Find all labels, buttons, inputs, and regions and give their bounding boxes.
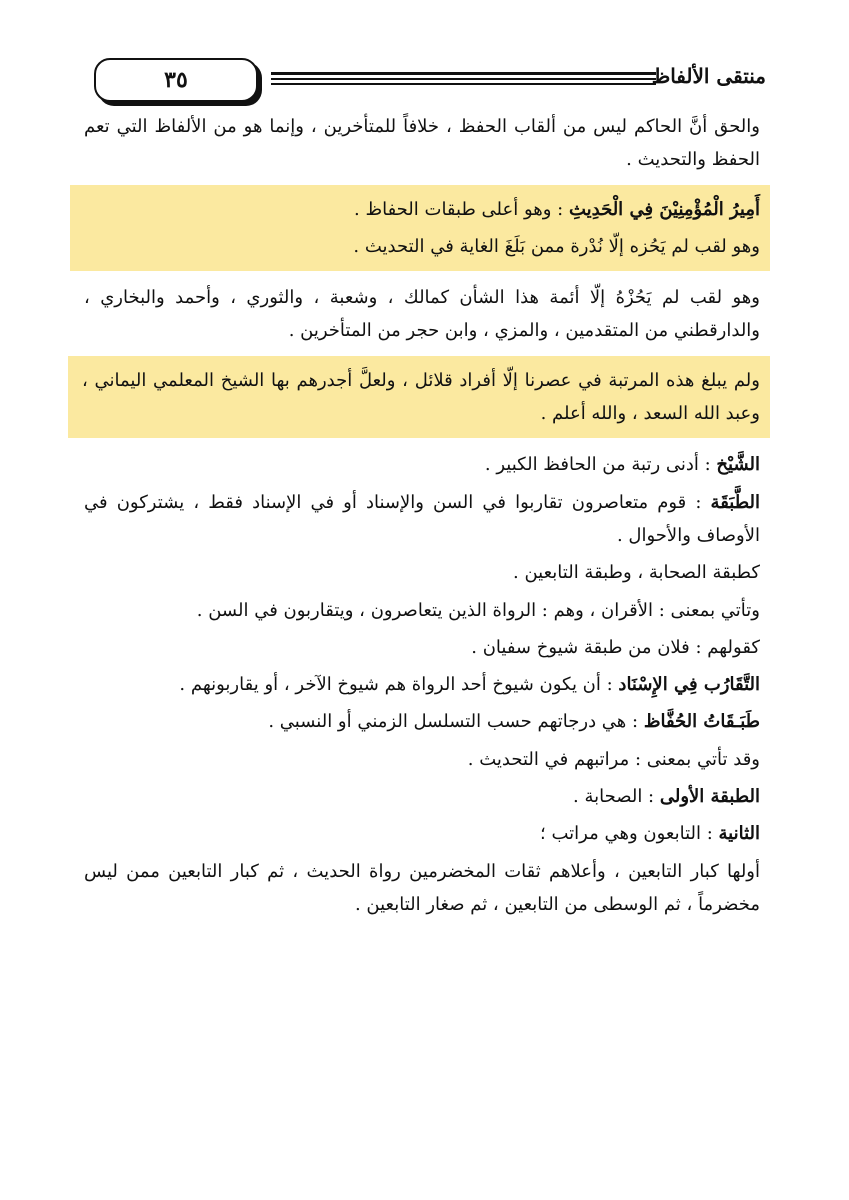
term-taqarub: التَّقَارُب فِي الإِسْنَاد [618, 674, 760, 696]
page-header [86, 52, 766, 102]
amir-note: وهو لقب لم يَحُزه إلّا نُدْرة ممن بَلَغَ الغاية في التحديث . [353, 235, 760, 257]
header-rule [271, 72, 656, 86]
term-first-tabaqa: الطبقة الأولى [659, 786, 760, 808]
page-number: ٣٥ [94, 58, 258, 102]
term-tabaqat-definition: : هي درجاتهم حسب التسلسل الزمني أو النسبي . [268, 711, 644, 733]
term-tabaqa-definition: : قوم متعاصرون تقاربوا في السن والإسناد أو في الإسناد فقط ، يشتركون في الأوصاف والأحوال . [84, 491, 760, 546]
term-amir-al-muminin: أَمِيرُ الْمُؤْمِنِيْنَ فِي الْحَدِيثِ [568, 198, 760, 220]
term-shaykh: الشَّيْخ [716, 454, 760, 476]
term-amir-definition: : وهو أعلى طبقات الحفاظ . [354, 198, 569, 220]
maratib-note: وقد تأتي بمعنى : مراتبهم في التحديث . [467, 748, 760, 770]
highlight-box-amir [70, 185, 770, 272]
term-tabaqat-huffaz: طَبَـقَاتُ الحُفَّاظ [643, 711, 760, 733]
contemporary-note: ولم يبلغ هذه المرتبة في عصرنا إلّا أفراد قلائل ، ولعلَّ أجدرهم بها الشيخ المعلمي اليماني ، وعبد الله السعد ، والله أعلم . [82, 369, 760, 425]
term-first-definition: : الصحابة . [573, 786, 660, 808]
tabaqa-example: كطبقة الصحابة ، وطبقة التابعين . [513, 562, 760, 584]
term-second-tabaqa: الثانية [718, 823, 760, 845]
highlight-box-contemporary [68, 356, 770, 439]
tabiun-ranks: أولها كبار التابعين ، وأعلاهم ثقات المخضرمين رواة الحديث ، ثم كبار التابعين ممن ليس مخضرماً ، ثم الوسطى من التابعين ، ثم صغار التابعين . [84, 860, 760, 915]
paragraph-amir-holders: وهو لقب لم يَحُزْهُ إلّا أئمة هذا الشأن كمالك ، وشعبة ، والثوري ، وأحمد والبخاري ، والدارقطني من المتقدمين ، والمزي ، وابن حجر من المتأخرين . [84, 287, 760, 342]
term-tabaqa: الطَّبَقَة [710, 491, 760, 513]
book-title: منتقى الألفاظ [651, 64, 766, 88]
paragraph-hakim: والحق أنَّ الحاكم ليس من ألقاب الحفظ ، خلافاً للمتأخرين ، وإنما هو من الألفاظ التي تعم الحفظ والتحديث . [84, 116, 760, 171]
term-taqarub-definition: : أن يكون شيوخ أحد الرواة هم شيوخ الآخر ، أو يقاربونهم . [179, 674, 619, 696]
page-body [84, 110, 760, 925]
term-shaykh-definition: : أدنى رتبة من الحافظ الكبير . [484, 454, 717, 476]
term-second-definition: : التابعون وهي مراتب ؛ [540, 823, 719, 845]
sufyan-example: كقولهم : فلان من طبقة شيوخ سفيان . [471, 636, 760, 658]
aqran-note: وتأتي بمعنى : الأقران ، وهم : الرواة الذين يتعاصرون ، ويتقاربون في السن . [196, 599, 760, 621]
